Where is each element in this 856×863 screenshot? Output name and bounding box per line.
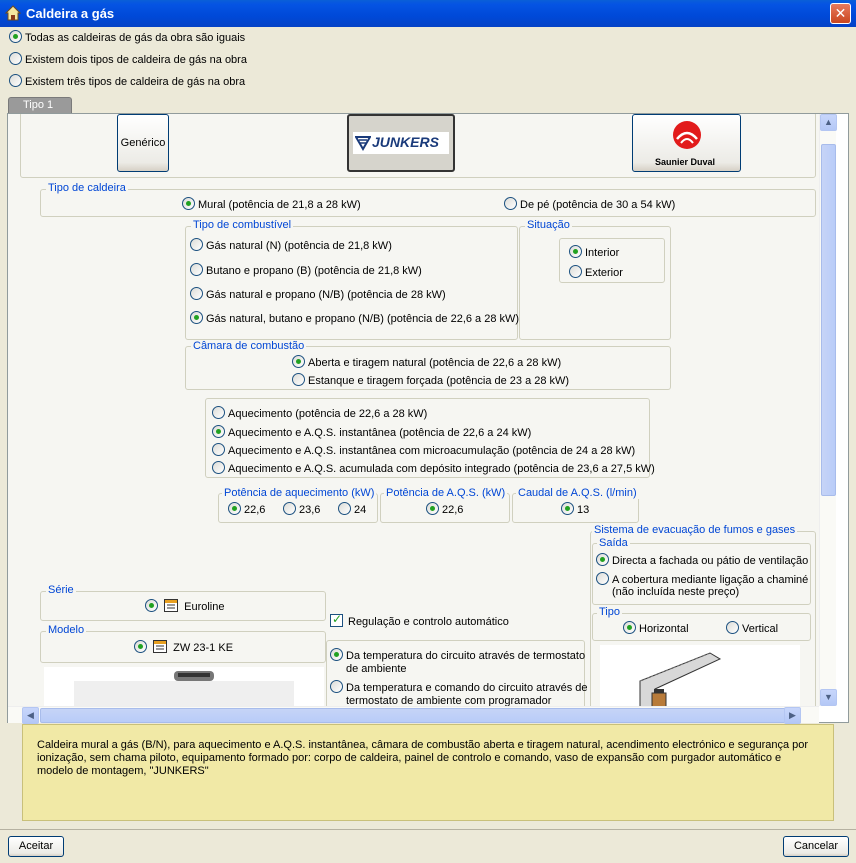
horizontal-scroll-thumb[interactable] bbox=[40, 708, 786, 723]
option-cobertura-chamine[interactable]: A cobertura mediante ligação a chaminé bbox=[596, 572, 808, 586]
separator bbox=[0, 829, 856, 830]
description-box: Caldeira mural a gás (B/N), para aquecimento e A.Q.S. instantânea, câmara de combustão aberta e tiragem natural, acendimento electrónico e segurança por ionização, sem chama piloto, equipamento formado por: corpo de caldeira, painel de controlo e comando, vaso de expansão com purgador automático e modelo de montagem, "JUNKERS" bbox=[22, 724, 834, 821]
modelo-label: Modelo bbox=[48, 624, 85, 636]
radio-icon[interactable] bbox=[426, 502, 439, 515]
potencia-aqs-label: Potência de A.Q.S. (kW) bbox=[386, 487, 506, 499]
radio-icon[interactable] bbox=[190, 287, 203, 300]
option-de-pe[interactable]: De pé (potência de 30 a 54 kW) bbox=[504, 197, 675, 211]
option-cobertura-note: (não incluída neste preço) bbox=[612, 586, 740, 598]
option-aqs-acumulada[interactable]: Aquecimento e A.Q.S. acumulada com depósito integrado (potência de 23,6 a 27,5 kW) bbox=[212, 461, 655, 475]
boiler-image-icon bbox=[44, 667, 324, 706]
option-interior[interactable]: Interior bbox=[569, 245, 619, 259]
radio-icon[interactable] bbox=[292, 373, 305, 386]
radio-icon[interactable] bbox=[338, 502, 351, 515]
option-natural-propano[interactable]: Gás natural e propano (N/B) (potência de 28 kW) bbox=[190, 287, 446, 301]
radio-icon[interactable] bbox=[569, 245, 582, 258]
option-aberta[interactable]: Aberta e tiragem natural (potência de 22,6 a 28 kW) bbox=[292, 355, 561, 369]
vertical-scrollbar[interactable] bbox=[819, 114, 836, 706]
option-aqs-22-6[interactable]: 22,6 bbox=[426, 502, 463, 516]
option-aqs-microacumulacao[interactable]: Aquecimento e A.Q.S. instantânea com microacumulação (potência de 24 a 28 kW) bbox=[212, 443, 635, 457]
radio-icon[interactable] bbox=[596, 572, 609, 585]
option-modelo-zw[interactable]: ZW 23-1 KE bbox=[134, 640, 233, 654]
option-natural-butano-propano[interactable]: Gás natural, butano e propano (N/B) (potência de 22,6 a 28 kW) bbox=[190, 311, 519, 325]
radio-icon[interactable] bbox=[9, 52, 22, 65]
radio-icon[interactable] bbox=[190, 311, 203, 324]
brand-generic-button[interactable]: Genérico bbox=[117, 114, 169, 172]
option-butano-propano[interactable]: Butano e propano (B) (potência de 21,8 kW) bbox=[190, 263, 422, 277]
situacao-label: Situação bbox=[527, 219, 570, 231]
option-gas-natural[interactable]: Gás natural (N) (potência de 21,8 kW) bbox=[190, 238, 392, 252]
vertical-scroll-thumb[interactable] bbox=[821, 144, 836, 496]
house-icon bbox=[5, 5, 21, 21]
scroll-up-icon[interactable]: ▲ bbox=[820, 114, 837, 131]
camara-label: Câmara de combustão bbox=[193, 340, 305, 352]
combustivel-label: Tipo de combustível bbox=[193, 219, 292, 231]
option-serie-euroline[interactable]: Euroline bbox=[145, 599, 224, 613]
potencia-aquecimento-label: Potência de aquecimento (kW) bbox=[224, 487, 375, 499]
tipo-caldeira-group bbox=[40, 189, 816, 217]
option-horizontal[interactable]: Horizontal bbox=[623, 621, 689, 635]
radio-icon[interactable] bbox=[283, 502, 296, 515]
radio-icon[interactable] bbox=[726, 621, 739, 634]
radio-icon[interactable] bbox=[596, 553, 609, 566]
boiler-illustration bbox=[44, 667, 324, 706]
option-termostato[interactable]: Da temperatura do circuito através de termostato de ambiente bbox=[330, 648, 585, 676]
option-mural[interactable]: Mural (potência de 21,8 a 28 kW) bbox=[182, 197, 361, 211]
radio-icon[interactable] bbox=[212, 443, 225, 456]
radio-icon[interactable] bbox=[212, 406, 225, 419]
caudal-aqs-label: Caudal de A.Q.S. (l/min) bbox=[518, 487, 637, 499]
radio-icon[interactable] bbox=[145, 599, 158, 612]
aceitar-button[interactable]: Aceitar bbox=[8, 836, 64, 857]
evacuacao-label: Sistema de evacuação de fumos e gases bbox=[594, 524, 796, 536]
option-exterior[interactable]: Exterior bbox=[569, 265, 623, 279]
brand-saunier-button[interactable] bbox=[632, 114, 741, 172]
option-aquecimento-aqs[interactable]: Aquecimento e A.Q.S. instantânea (potência de 22,6 a 24 kW) bbox=[212, 425, 531, 439]
catalog-icon bbox=[164, 599, 178, 612]
cancelar-button[interactable]: Cancelar bbox=[783, 836, 849, 857]
tipo-caldeira-label: Tipo de caldeira bbox=[48, 182, 126, 194]
option-directa-fachada[interactable]: Directa a fachada ou pátio de ventilação bbox=[596, 553, 808, 567]
radio-icon[interactable] bbox=[212, 425, 225, 438]
tab-tipo-1[interactable]: Tipo 1 bbox=[8, 97, 72, 114]
scroll-right-icon[interactable]: ▶ bbox=[784, 707, 801, 724]
option-caudal-13[interactable]: 13 bbox=[561, 502, 589, 516]
radio-icon[interactable] bbox=[212, 461, 225, 474]
checkbox-icon[interactable] bbox=[330, 614, 343, 627]
radio-icon[interactable] bbox=[190, 238, 203, 251]
tipo-evacuacao-label: Tipo bbox=[599, 606, 620, 618]
option-vertical[interactable]: Vertical bbox=[726, 621, 778, 635]
radio-icon[interactable] bbox=[623, 621, 636, 634]
chimney-diagram-icon bbox=[600, 645, 800, 706]
content-area bbox=[8, 114, 819, 706]
window-title: Caldeira a gás bbox=[26, 6, 115, 21]
scroll-left-icon[interactable]: ◀ bbox=[22, 707, 39, 724]
radio-icon[interactable] bbox=[228, 502, 241, 515]
close-button[interactable] bbox=[830, 3, 851, 24]
radio-icon[interactable] bbox=[561, 502, 574, 515]
evacuacao-illustration bbox=[600, 645, 800, 706]
regulacao-checkbox[interactable]: ✓Regulação e controlo automático bbox=[330, 614, 509, 628]
radio-icon[interactable] bbox=[292, 355, 305, 368]
option-estanque[interactable]: Estanque e tiragem forçada (potência de 23 a 28 kW) bbox=[292, 373, 569, 387]
horizontal-scrollbar[interactable] bbox=[8, 706, 819, 723]
saunier-logo-icon bbox=[669, 119, 705, 153]
option-aquecimento[interactable]: Aquecimento (potência de 22,6 a 28 kW) bbox=[212, 406, 427, 420]
option-all-equal[interactable]: Todas as caldeiras de gás da obra são iguais bbox=[9, 30, 245, 44]
serie-label: Série bbox=[48, 584, 74, 596]
close-icon: ✕ bbox=[834, 5, 847, 21]
radio-icon[interactable] bbox=[330, 680, 343, 693]
option-pot-23-6[interactable]: 23,6 bbox=[283, 502, 320, 516]
junkers-label: JUNKERS bbox=[372, 134, 439, 150]
radio-icon[interactable] bbox=[9, 74, 22, 87]
option-pot-22-6[interactable]: 22,6 bbox=[228, 502, 265, 516]
option-two-types[interactable]: Existem dois tipos de caldeira de gás na obra bbox=[9, 52, 247, 66]
radio-icon[interactable] bbox=[9, 30, 22, 43]
radio-icon[interactable] bbox=[182, 197, 195, 210]
saunier-label: Saunier Duval bbox=[655, 157, 716, 167]
radio-icon[interactable] bbox=[569, 265, 582, 278]
radio-icon[interactable] bbox=[330, 648, 343, 661]
catalog-icon bbox=[153, 640, 167, 653]
radio-icon[interactable] bbox=[190, 263, 203, 276]
option-three-types[interactable]: Existem três tipos de caldeira de gás na obra bbox=[9, 74, 245, 88]
saida-label: Saída bbox=[599, 537, 628, 549]
option-programador[interactable]: Da temperatura e comando do circuito através de termostato de ambiente com programador bbox=[330, 680, 588, 706]
scroll-down-icon[interactable]: ▼ bbox=[820, 689, 837, 706]
brand-junkers-button[interactable] bbox=[347, 114, 455, 172]
radio-icon[interactable] bbox=[504, 197, 517, 210]
title-bar bbox=[0, 0, 856, 27]
radio-icon[interactable] bbox=[134, 640, 147, 653]
option-pot-24[interactable]: 24 bbox=[338, 502, 366, 516]
junkers-logo-icon bbox=[355, 135, 371, 151]
